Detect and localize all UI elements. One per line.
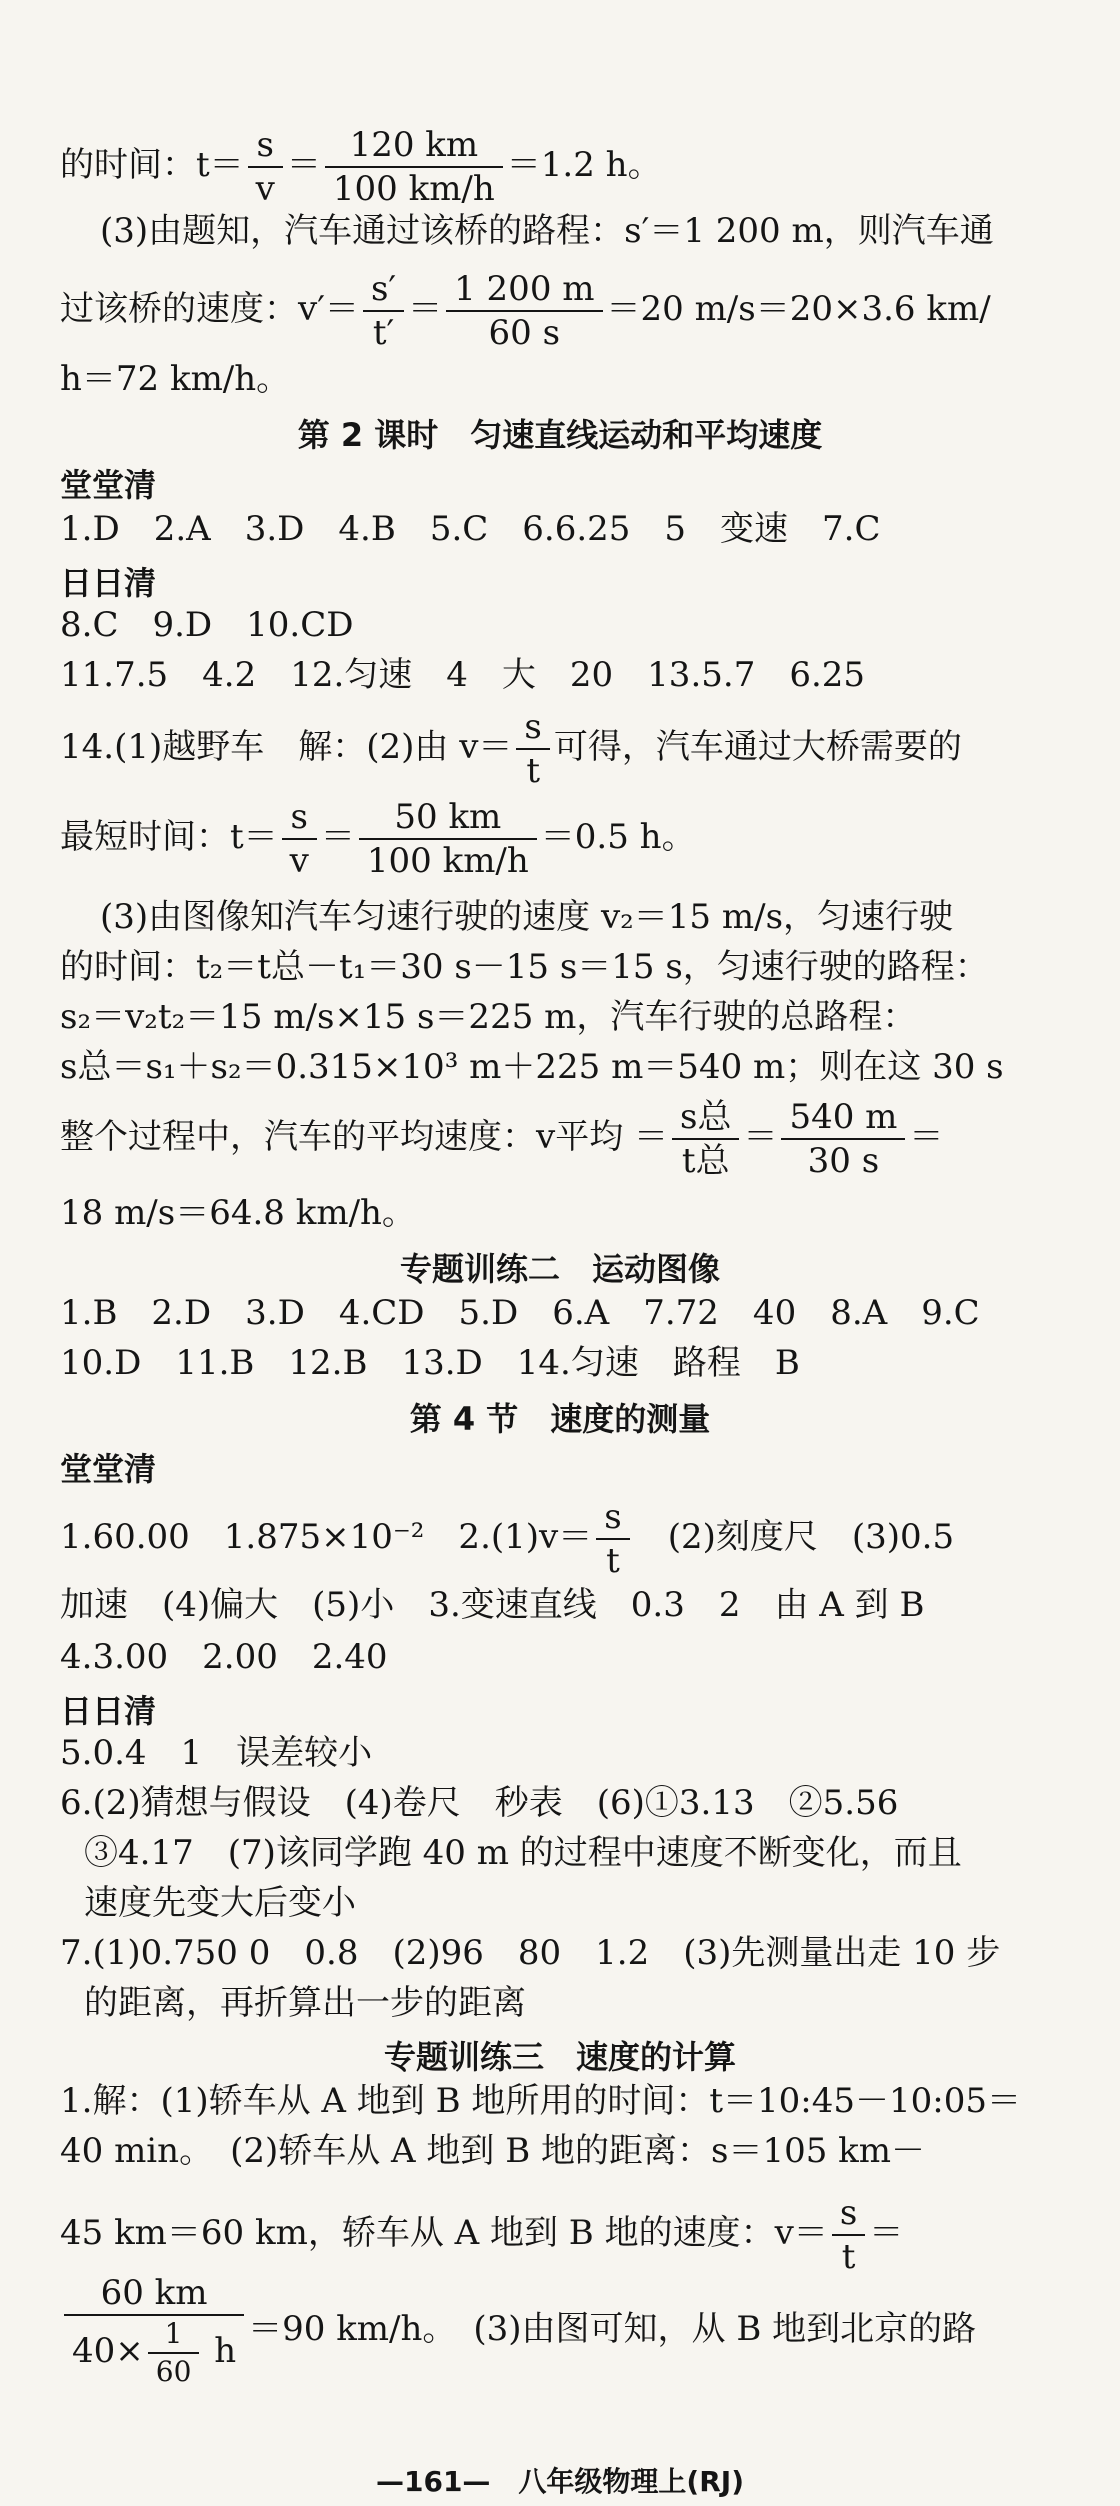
text: 的时间：t＝ [60, 145, 244, 185]
answers-11-13: 11.7.5 4.2 12.匀速 4 大 20 13.5.7 6.25 [60, 655, 866, 695]
t3-line-1: 1.解：(1)轿车从 A 地到 B 地所用的时间：t＝10:45－10:05＝ [60, 2081, 1021, 2121]
topic2-answers-1: 1.B 2.D 3.D 4.CD 5.D 6.A 7.72 40 8.A 9.C [60, 1293, 980, 1333]
fraction: $\frac{1 200 m}{60 s}$ [446, 272, 602, 350]
fraction: $\frac{s}{t}$ [832, 2196, 865, 2274]
s3-line-2: 加速 (4)偏大 (5)小 3.变速直线 0.3 2 由 A 到 B [60, 1585, 925, 1625]
fraction: $\frac{1}{60}$ [148, 2320, 200, 2386]
fraction: $\frac{540 m}{30 s}$ [781, 1100, 905, 1178]
fraction: $\frac{\text{s总}}{\text{t总}}$ [672, 1100, 739, 1178]
intro-line-2: (3)由题知，汽车通过该桥的路程：s′＝1 200 m，则汽车通 [100, 211, 994, 251]
q14-line-5: s₂＝v₂t₂＝15 m/s×15 s＝225 m，汽车行驶的总路程： [60, 997, 917, 1037]
page-footer: —161— 八年级物理上(RJ) [375, 2465, 745, 2498]
q14-line-3: (3)由图像知汽车匀速行驶的速度 v₂＝15 m/s，匀速行驶 [100, 897, 954, 937]
lesson-heading-2: 第 2 课时 匀速直线运动和平均速度 [297, 416, 823, 454]
intro-line-3: 过该桥的速度：v′＝ $\frac{s'}{t'}$ ＝ $\frac{1 200 m}{60 s}$ ＝20 m/s＝20×3.6 km/ [60, 269, 991, 353]
fraction: $\frac{50 km}{100 km/h}$ [359, 800, 537, 878]
s3-line-1: 1.60.00 1.875×10⁻² 2.(1)v＝ $\frac{s}{t}$ (2)刻度尺 (3)0.5 [60, 1497, 955, 1581]
answers-8-10: 8.C 9.D 10.CD [60, 605, 354, 645]
s3-line-3: 4.3.00 2.00 2.40 [60, 1637, 388, 1677]
section-ririqing-2: 日日清 [60, 1692, 157, 1730]
fraction: $\frac{120 km}{100 km/h}$ [325, 128, 503, 206]
s4-line-6: 的距离，再折算出一步的距离 [84, 1983, 526, 2023]
intro-line-1: 的时间：t＝ $\frac{s}{v}$ ＝ $\frac{120 km}{100 km/h}$ ＝1.2 h。 [60, 125, 662, 209]
q14-line-6: s总＝s₁＋s₂＝0.315×10³ m＋225 m＝540 m；则在这 30 s [60, 1047, 1004, 1087]
s4-line-3: ③4.17 (7)该同学跑 40 m 的过程中速度不断变化，而且 [84, 1833, 962, 1873]
section-heading-4: 第 4 节 速度的测量 [409, 1400, 711, 1438]
section-tangtangqing: 堂堂清 [60, 466, 157, 504]
topic-heading-3: 专题训练三 速度的计算 [383, 2038, 736, 2076]
q14-line-4: 的时间：t₂＝t总－t₁＝30 s－15 s＝15 s，匀速行驶的路程： [60, 947, 989, 987]
t3-line-3: 45 km＝60 km，轿车从 A 地到 B 地的速度：v＝ $\frac{s}{t}$ ＝ [60, 2193, 904, 2277]
s4-line-5: 7.(1)0.750 0 0.8 (2)96 80 1.2 (3)先测量出走 10 步 [60, 1933, 1001, 1973]
q14-line-1: 14.(1)越野车 解：(2)由 v＝ $\frac{s}{t}$ 可得，汽车通过大桥需要的 [60, 707, 962, 791]
s4-line-1: 5.0.4 1 误差较小 [60, 1733, 373, 1773]
q14-line-2: 最短时间：t＝ $\frac{s}{v}$ ＝ $\frac{50 km}{100 km/h}$ ＝0.5 h。 [60, 797, 696, 881]
fraction: $\frac{s}{t}$ [596, 1500, 629, 1578]
intro-line-4: h＝72 km/h。 [60, 359, 291, 399]
topic-heading-2: 专题训练二 运动图像 [399, 1250, 720, 1288]
s4-line-4: 速度先变大后变小 [84, 1883, 356, 1923]
section-ririqing: 日日清 [60, 564, 157, 602]
t3-line-4: 60 km 40× $\frac{1}{60}$ h ＝90 km/h。 (3)由图可知，从 B 地到北京的路 [60, 2276, 976, 2386]
t3-line-2: 40 min。 (2)轿车从 A 地到 B 地的距离：s＝105 km－ [60, 2131, 926, 2171]
answers-1-7: 1.D 2.A 3.D 4.B 5.C 6.6.25 5 变速 7.C [60, 509, 881, 549]
fraction: $\frac{s}{v}$ [282, 800, 317, 878]
fraction: $\frac{s}{t}$ [516, 710, 549, 788]
fraction: 60 km 40× $\frac{1}{60}$ h [64, 2276, 244, 2386]
topic2-answers-2: 10.D 11.B 12.B 13.D 14.匀速 路程 B [60, 1343, 800, 1383]
fraction: $\frac{s'}{t'}$ [363, 272, 404, 350]
fraction: $\frac{s}{v}$ [248, 128, 283, 206]
s4-line-2: 6.(2)猜想与假设 (4)卷尺 秒表 (6)①3.13 ②5.56 [60, 1783, 899, 1823]
q14-line-8: 18 m/s＝64.8 km/h。 [60, 1193, 416, 1233]
section-tangtangqing-2: 堂堂清 [60, 1450, 157, 1488]
q14-line-7: 整个过程中，汽车的平均速度：v平均 ＝ $\frac{\text{s总}}{\text{t总}}$ ＝ $\frac{540 m}{30 s}$ ＝ [60, 1097, 944, 1181]
